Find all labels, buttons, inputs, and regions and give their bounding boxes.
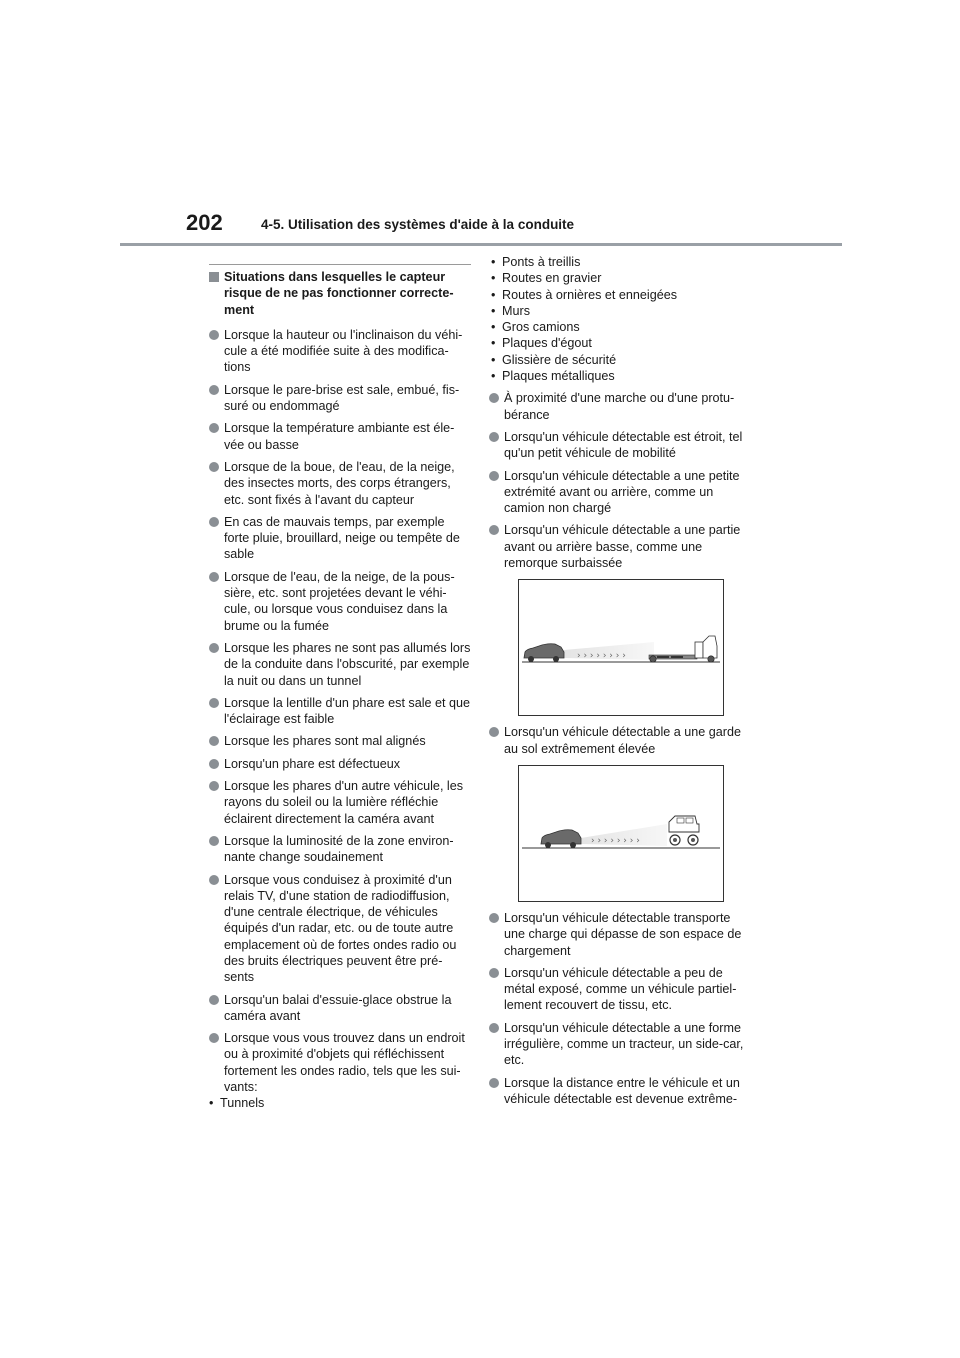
round-bullet-icon <box>209 836 219 846</box>
figure-high-clearance <box>518 765 724 902</box>
round-bullet-icon <box>209 995 219 1005</box>
list-item: Lorsqu'un véhicule détectable a une garde au sol extrêmement élevée <box>489 724 751 757</box>
list-item: Lorsque de l'eau, de la neige, de la pous-sière, etc. sont projetées devant le véhi-cule, ou lorsque vous conduisez dans la brume ou la fumée <box>209 569 471 634</box>
round-bullet-icon <box>209 1033 219 1043</box>
list-item: Lorsqu'un véhicule détectable est étroit, tel qu'un petit véhicule de mobilité <box>489 429 751 462</box>
sub-list-item: • Routes à ornières et enneigées <box>491 287 678 302</box>
round-bullet-icon <box>209 572 219 582</box>
subheading-rule <box>209 264 471 265</box>
round-bullet-icon <box>209 736 219 746</box>
list-item: Lorsqu'un balai d'essuie-glace obstrue la caméra avant <box>209 992 471 1025</box>
sub-list <box>489 254 751 384</box>
car-sensing-high-clearance-vehicle-illustration <box>519 766 723 901</box>
list-item: Lorsqu'un véhicule détectable a une petite extrémité avant ou arrière, comme un camion non chargé <box>489 468 751 517</box>
round-bullet-icon <box>489 968 499 978</box>
sub-list-item: • Ponts à treillis <box>491 255 581 269</box>
header-rule <box>120 243 842 246</box>
list-item: Lorsque la distance entre le véhicule et un véhicule détectable est devenue extrême- <box>489 1075 751 1108</box>
round-bullet-icon <box>209 698 219 708</box>
square-bullet-icon <box>209 272 219 282</box>
round-bullet-icon <box>489 471 499 481</box>
section-title: 4-5. Utilisation des systèmes d'aide à la conduite <box>261 217 575 232</box>
car-sensing-low-trailer-illustration <box>519 580 723 715</box>
round-bullet-icon <box>209 423 219 433</box>
round-bullet-icon <box>209 781 219 791</box>
list-item: Lorsqu'un phare est défectueux <box>209 756 471 772</box>
list-item: Lorsque les phares sont mal alignés <box>209 733 471 749</box>
list-item: Lorsque la température ambiante est éle-vée ou basse <box>209 420 471 453</box>
figure-low-trailer <box>518 579 724 716</box>
list-item: Lorsqu'un véhicule détectable a une forme irrégulière, comme un tracteur, un side-car, etc. <box>489 1020 751 1069</box>
subheading-text: Situations dans lesquelles le capteur risque de ne pas fonctionner correcte-ment <box>224 270 454 317</box>
list-item: À proximité d'une marche ou d'une protu-bérance <box>489 390 751 423</box>
round-bullet-icon <box>489 727 499 737</box>
page-number: 202 <box>186 210 223 235</box>
list-item: Lorsqu'un véhicule détectable transporte une charge qui dépasse de son espace de chargement <box>489 910 751 959</box>
round-bullet-icon <box>489 432 499 442</box>
left-column <box>209 258 471 1112</box>
round-bullet-icon <box>209 462 219 472</box>
round-bullet-icon <box>209 875 219 885</box>
list-item: Lorsque la lentille d'un phare est sale et que l'éclairage est faible <box>209 695 471 728</box>
round-bullet-icon <box>209 385 219 395</box>
round-bullet-icon <box>209 517 219 527</box>
round-bullet-icon <box>489 525 499 535</box>
list-item: Lorsque les phares d'un autre véhicule, les rayons du soleil ou la lumière réfléchie éclairent directement la caméra avant <box>209 778 471 827</box>
round-bullet-icon <box>209 643 219 653</box>
round-bullet-icon <box>209 759 219 769</box>
round-bullet-icon <box>209 330 219 340</box>
sub-list-item: • Plaques d'égout <box>491 336 592 351</box>
sub-list-item: • Routes en gravier <box>491 271 602 286</box>
list-item: Lorsque la luminosité de la zone environ-nante change soudainement <box>209 833 471 866</box>
list-item: Lorsqu'un véhicule détectable a une partie avant ou arrière basse, comme une remorque surbaissée <box>489 522 751 571</box>
list-item: Lorsque vous vous trouvez dans un endroit ou à proximité d'objets qui réfléchissent fortement les ondes radio, tels que les sui-vants: <box>209 1030 471 1095</box>
list-item: Lorsque les phares ne sont pas allumés lors de la conduite dans l'obscurité, par exemple la nuit ou dans un tunnel <box>209 640 471 689</box>
sub-list-item: • Gros camions <box>491 320 580 335</box>
round-bullet-icon <box>489 1023 499 1033</box>
round-bullet-icon <box>489 1078 499 1088</box>
sub-list-item: • Plaques métalliques <box>491 369 615 384</box>
sub-list-item: • Tunnels <box>209 1096 265 1111</box>
list-item: Lorsque vous conduisez à proximité d'un relais TV, d'une station de radiodiffusion, d'une centrale électrique, de véhicules équipés d'un radar, etc. ou de toute autre emplacement où de fortes ondes radio ou des bruits électriques peuvent être pré-sents <box>209 872 471 986</box>
round-bullet-icon <box>489 913 499 923</box>
list-item: Lorsque le pare-brise est sale, embué, fis-suré ou endommagé <box>209 382 471 415</box>
list-item: En cas de mauvais temps, par exemple forte pluie, brouillard, neige ou tempête de sable <box>209 514 471 563</box>
sub-list-item: • Murs <box>491 303 530 318</box>
list-item: Lorsque la hauteur ou l'inclinaison du véhi-cule a été modifiée suite à des modifica-tions <box>209 327 471 376</box>
subheading <box>209 269 471 318</box>
list-item: Lorsque de la boue, de l'eau, de la neige, des insectes morts, des corps étrangers, etc. sont fixés à l'avant du capteur <box>209 459 471 508</box>
svg-text:› › › › › › › ›: › › › › › › › › <box>591 835 640 846</box>
svg-text:› › › › › › › ›: › › › › › › › › <box>577 651 626 662</box>
right-column <box>489 254 751 1113</box>
sub-list-item: • Glissière de sécurité <box>491 352 617 367</box>
list-item: Lorsqu'un véhicule détectable a peu de métal exposé, comme un véhicule partiel-lement recouvert de tissu, etc. <box>489 965 751 1014</box>
round-bullet-icon <box>489 393 499 403</box>
